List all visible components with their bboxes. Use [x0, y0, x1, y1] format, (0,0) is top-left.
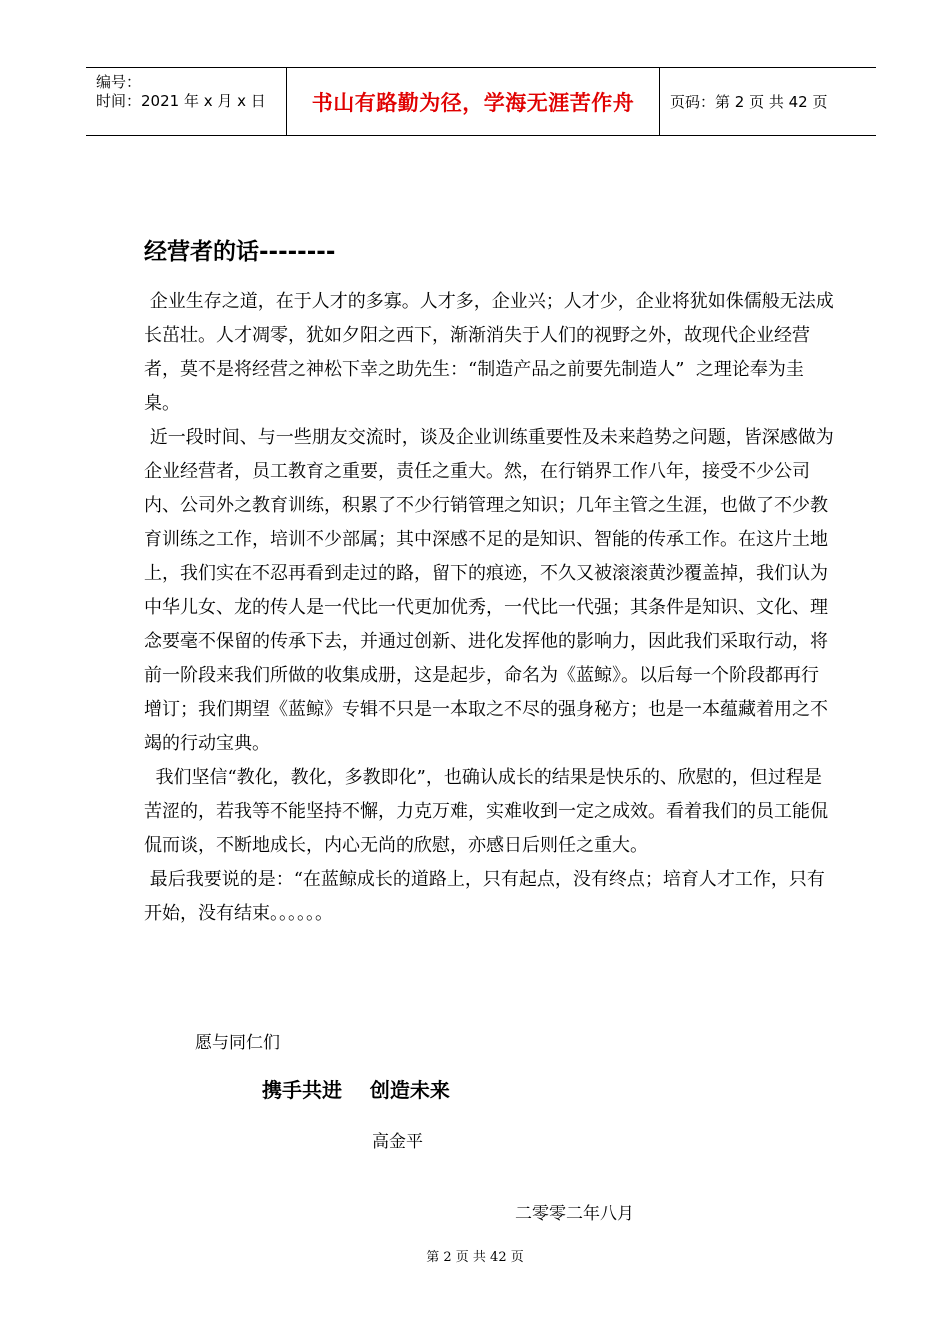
paragraph: 我们坚信“教化，教化，多教即化”，也确认成长的结果是快乐的、欣慰的，但过程是苦涩的，若我等不能坚持不懈，力克万难，实难收到一定之成效。看着我们的员工能侃侃而谈，不断地成长，内心无尚的欣慰，亦感日后则任之重大。 [144, 767, 828, 856]
document-number-label: 编号： [96, 73, 142, 91]
closing-slogan: 携手共进 创造未来 [262, 1078, 450, 1102]
body-text [144, 285, 834, 931]
header-meta-cell [86, 68, 287, 135]
paragraph: 企业生存之道，在于人才的多寡。人才多，企业兴；人才少，企业将犹如侏儒般无法成长茁壮。人才凋零，犹如夕阳之西下，渐渐消失于人们的视野之外，故现代企业经营者，莫不是将经营之神松下幸之助先生：“制造产品之前要先制造人” 之理论奉为圭臬。 [144, 291, 834, 414]
document-time-label: 时间：2021 年 x 月 x 日 [96, 92, 266, 110]
header-motto: 书山有路勤为径，学海无涯苦作舟 [311, 90, 635, 115]
page-header [86, 67, 876, 136]
signature-date: 二零零二年八月 [515, 1204, 634, 1224]
header-motto-cell [287, 68, 660, 135]
closing-wish: 愿与同仁们 [195, 1033, 280, 1053]
paragraph: 近一段时间、与一些朋友交流时，谈及企业训练重要性及未来趋势之问题，皆深感做为企业经营者，员工教育之重要，责任之重大。然，在行销界工作八年，接受不少公司内、公司外之教育训练，积累了不少行销管理之知识；几年主管之生涯，也做了不少教育训练之工作，培训不少部属；其中深感不足的是知识、智能的传承工作。在这片土地上，我们实在不忍再看到走过的路，留下的痕迹，不久又被滚滚黄沙覆盖掉，我们认为中华儿女、龙的传人是一代比一代更加优秀，一代比一代强；其条件是知识、文化、理念要毫不保留的传承下去，并通过创新、进化发挥他的影响力，因此我们采取行动，将前一阶段来我们所做的收集成册，这是起步，命名为《蓝鲸》。以后每一个阶段都再行增订；我们期望《蓝鲸》专辑不只是一本取之不尽的强身秘方；也是一本蕴藏着用之不竭的行动宝典。 [144, 427, 834, 754]
author-signature: 高金平 [372, 1132, 423, 1152]
header-page-info: 页码：第 2 页 共 42 页 [670, 93, 828, 111]
header-page-cell [660, 68, 876, 135]
paragraph: 最后我要说的是：“在蓝鲸成长的道路上，只有起点，没有终点；培育人才工作，只有开始，没有结束。。。。。。 [144, 869, 825, 924]
page-footer: 第 2 页 共 42 页 [426, 1250, 524, 1265]
page-title: 经营者的话-------- [144, 239, 336, 265]
